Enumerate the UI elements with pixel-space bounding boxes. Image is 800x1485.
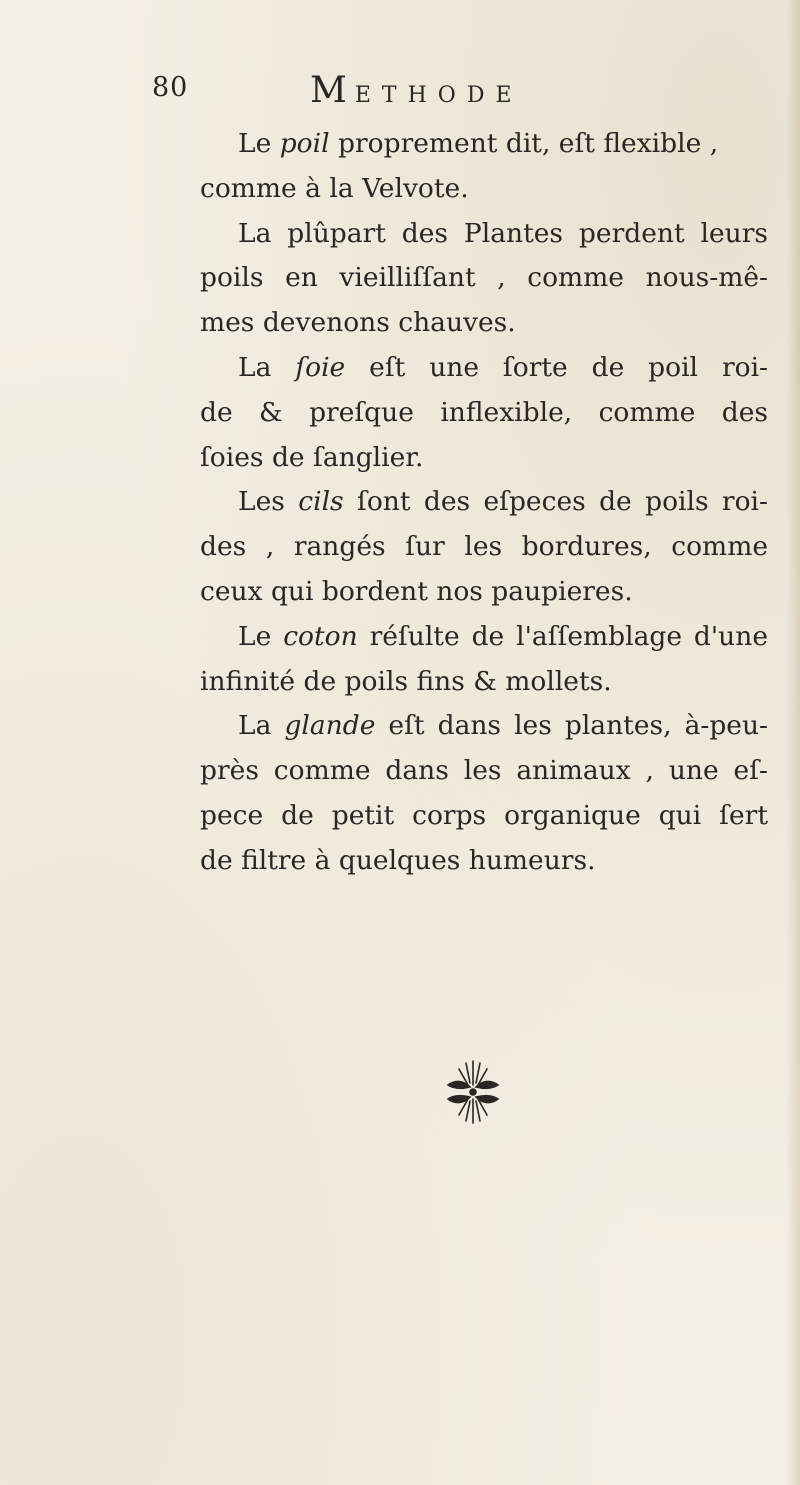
- text-segment: comme à la Velvote.: [200, 172, 469, 204]
- page-number: 80: [152, 72, 189, 103]
- text-segment: La: [238, 710, 285, 742]
- text-segment: de & preſque inflexible, comme des: [200, 396, 768, 428]
- text-segment: infinité de poils fins & mollets.: [200, 665, 612, 697]
- text-line: [200, 256, 768, 301]
- fleuron-ornament-icon: [428, 1055, 518, 1127]
- text-segment: réſulte de l'aſſemblage d'une: [357, 620, 768, 652]
- text-line: [200, 839, 768, 884]
- text-segment: pece de petit corps organique qui ſert: [200, 799, 768, 831]
- text-segment: eſt une ſorte de poil roi-: [345, 351, 768, 383]
- text-segment: eſt dans les plantes, à-peu-: [375, 710, 768, 742]
- text-line: [200, 704, 768, 749]
- text-segment: Le: [238, 128, 280, 159]
- text-segment: des , rangés ſur les bordures, comme: [200, 531, 768, 563]
- defined-term: coton: [283, 620, 358, 652]
- text-segment: ſont des eſpeces de poils roi-: [343, 486, 768, 518]
- text-segment: mes devenons chauves.: [200, 307, 516, 339]
- text-line: [200, 436, 768, 481]
- text-segment: de filtre à quelques humeurs.: [200, 844, 596, 876]
- body-text: [200, 122, 768, 884]
- text-line: [200, 301, 768, 346]
- text-line: [200, 391, 768, 436]
- text-line: [200, 749, 768, 794]
- text-segment: Le: [238, 620, 284, 652]
- defined-term: poil: [279, 128, 330, 159]
- running-title-rest: ETHODE: [354, 83, 523, 108]
- running-title-initial: M: [310, 70, 349, 111]
- defined-term: ſoie: [295, 351, 346, 383]
- page-edge-shadow: [786, 0, 800, 1485]
- text-segment: La: [238, 351, 296, 383]
- text-line: [200, 212, 768, 257]
- defined-term: glande: [284, 710, 376, 742]
- text-line: [200, 660, 768, 705]
- text-line: [200, 570, 768, 615]
- text-line: [200, 167, 768, 212]
- text-line: [200, 480, 768, 525]
- text-line: [200, 794, 768, 839]
- text-segment: ceux qui bordent nos paupieres.: [200, 575, 633, 607]
- running-title: [310, 70, 523, 111]
- running-header: [152, 70, 612, 120]
- text-line: [200, 346, 768, 391]
- text-line: [200, 525, 768, 570]
- text-segment: poils en vieilliſſant , comme nous-mê-: [200, 262, 768, 294]
- text-line: [200, 122, 768, 167]
- text-segment: Les: [238, 486, 299, 518]
- text-segment: La plûpart des Plantes perdent leurs: [238, 217, 768, 249]
- defined-term: cils: [298, 486, 344, 518]
- text-segment: ſoies de ſanglier.: [200, 441, 424, 473]
- text-segment: proprement dit, eſt flexible ,: [329, 128, 719, 159]
- text-segment: près comme dans les animaux , une eſ-: [200, 755, 768, 787]
- text-line: [200, 615, 768, 660]
